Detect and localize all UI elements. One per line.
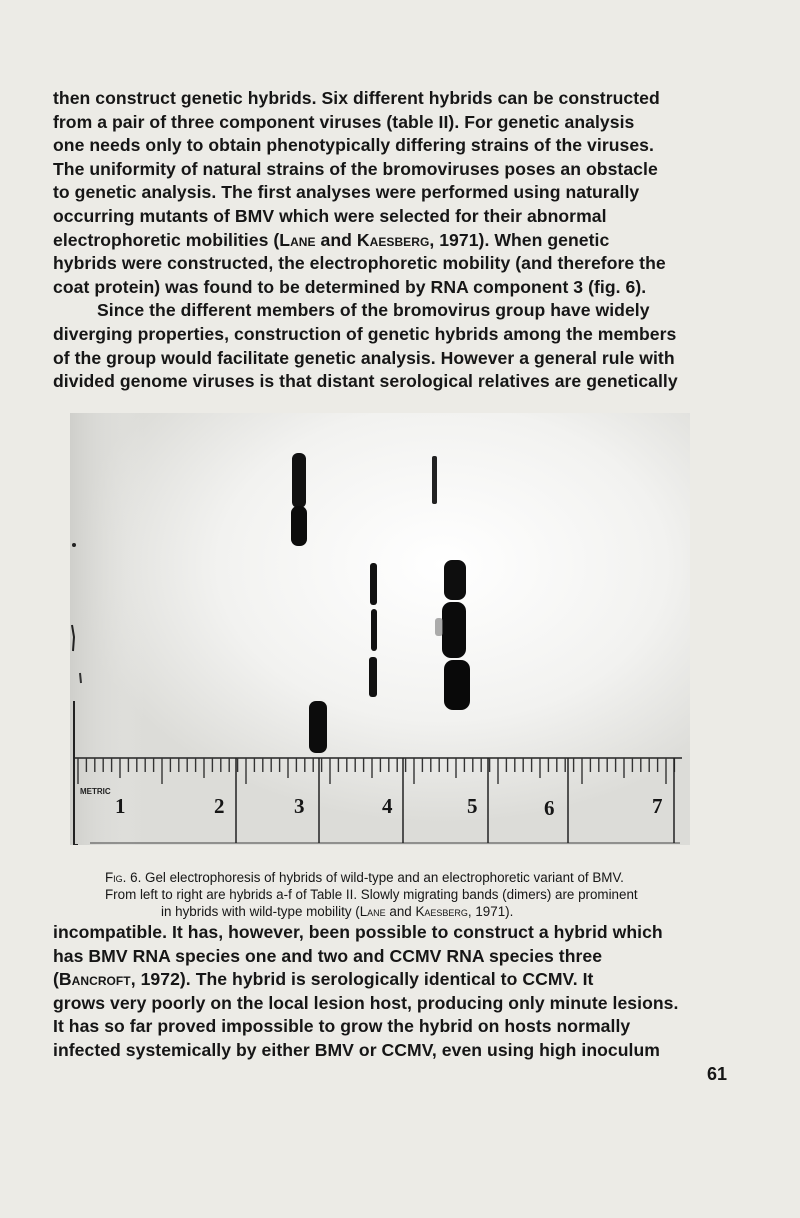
caption-line <box>105 903 695 920</box>
text-line: to genetic analysis. The first analyses were performed using naturally <box>53 182 640 203</box>
text-line: occurring mutants of BMV which were selected for their abnormal <box>53 205 607 226</box>
figure-caption <box>105 869 695 920</box>
band-dimer-lane-4 <box>432 456 437 504</box>
gel-photo <box>70 413 690 845</box>
text-line: has BMV RNA species one and two and CCMV RNA species three <box>53 945 603 966</box>
text-line: then construct genetic hybrids. Six different hybrids can be constructed <box>53 88 660 108</box>
body-paragraph-bottom <box>53 921 685 1063</box>
band-lane-4-upper <box>370 563 377 605</box>
citation-author: Lane <box>359 904 386 919</box>
body-paragraph-top <box>53 87 685 394</box>
text-fragment: , 1971). When genetic <box>429 229 610 250</box>
text-line: It has so far proved impossible to grow the hybrid on hosts normally <box>53 1016 631 1037</box>
text-line <box>53 229 685 253</box>
band-dimer-lane-3b <box>291 506 307 546</box>
text-line: Since the different members of the bromovirus group have widely <box>97 300 650 321</box>
text-fragment: , 1972). The hybrid is serologically identical to CCMV. It <box>130 969 594 990</box>
band-lane-5-smear <box>435 618 443 636</box>
page-number: 61 <box>707 1064 728 1084</box>
text-line: one needs only to obtain phenotypically differing strains of the viruses. <box>53 135 654 156</box>
text-fragment: and <box>315 229 357 250</box>
lane-label: 1 <box>115 794 126 818</box>
gel-scratch <box>80 673 81 683</box>
text-fragment: ( <box>53 969 59 990</box>
band-lane-5-middle <box>442 602 466 658</box>
text-line: divided genome viruses is that distant serological relatives are genetically <box>53 371 678 392</box>
citation-author: Kaesberg <box>415 904 468 919</box>
text-line: grows very poorly on the local lesion host, producing only minute lesions. <box>53 992 679 1013</box>
band-lane-5-lower <box>444 660 470 710</box>
gel-electrophoresis-figure <box>70 413 690 845</box>
text-line: coat protein) was found to be determined by RNA component 3 (fig. 6). <box>53 276 647 297</box>
lane-label: 3 <box>294 794 305 818</box>
band-lane-3-fast <box>309 701 327 753</box>
lane-label: 5 <box>467 794 478 818</box>
text-line: incompatible. It has, however, been possible to construct a hybrid which <box>53 922 663 942</box>
lane-label: 4 <box>382 794 393 818</box>
caption-text: and <box>385 904 416 919</box>
text-line: infected systemically by either BMV or CCMV, even using high inoculum <box>53 1039 660 1060</box>
band-dimer-lane-3 <box>292 453 306 508</box>
text-line: The uniformity of natural strains of the bromoviruses poses an obstacle <box>53 158 658 179</box>
text-line: hybrids were constructed, the electrophoretic mobility (and therefore the <box>53 253 666 274</box>
text-line: of the group would facilitate genetic analysis. However a general rule with <box>53 347 675 368</box>
lane-label: 7 <box>652 794 663 818</box>
text-line: from a pair of three component viruses (table II). For genetic analysis <box>53 111 635 132</box>
lane-label: 6 <box>544 796 555 820</box>
citation-author: Bancroft <box>58 969 131 990</box>
text-line: diverging properties, construction of genetic hybrids among the members <box>53 323 677 344</box>
band-lane-4-middle <box>371 609 377 651</box>
gel-shading <box>70 413 690 845</box>
ruler-prefix: METRIC <box>80 787 111 796</box>
caption-text: , 1971). <box>467 904 514 919</box>
gel-speck <box>72 543 76 547</box>
caption-text: Gel electrophoresis of hybrids of wild-type and an electrophoretic variant of BMV. <box>145 870 624 885</box>
caption-line: From left to right are hybrids a-f of Table II. Slowly migrating bands (dimers) are prominent <box>105 887 638 902</box>
band-lane-4-lower <box>369 657 377 697</box>
caption-line <box>105 869 695 886</box>
citation-author: Kaesberg <box>356 229 430 250</box>
band-lane-5-upper <box>444 560 466 600</box>
caption-text: in hybrids with wild-type mobility ( <box>161 904 360 919</box>
text-line <box>53 968 685 992</box>
figure-label: Fig. 6. <box>105 870 142 885</box>
text-fragment: electrophoretic mobilities ( <box>53 229 280 250</box>
citation-author: Lane <box>279 229 316 250</box>
lane-label: 2 <box>214 794 225 818</box>
